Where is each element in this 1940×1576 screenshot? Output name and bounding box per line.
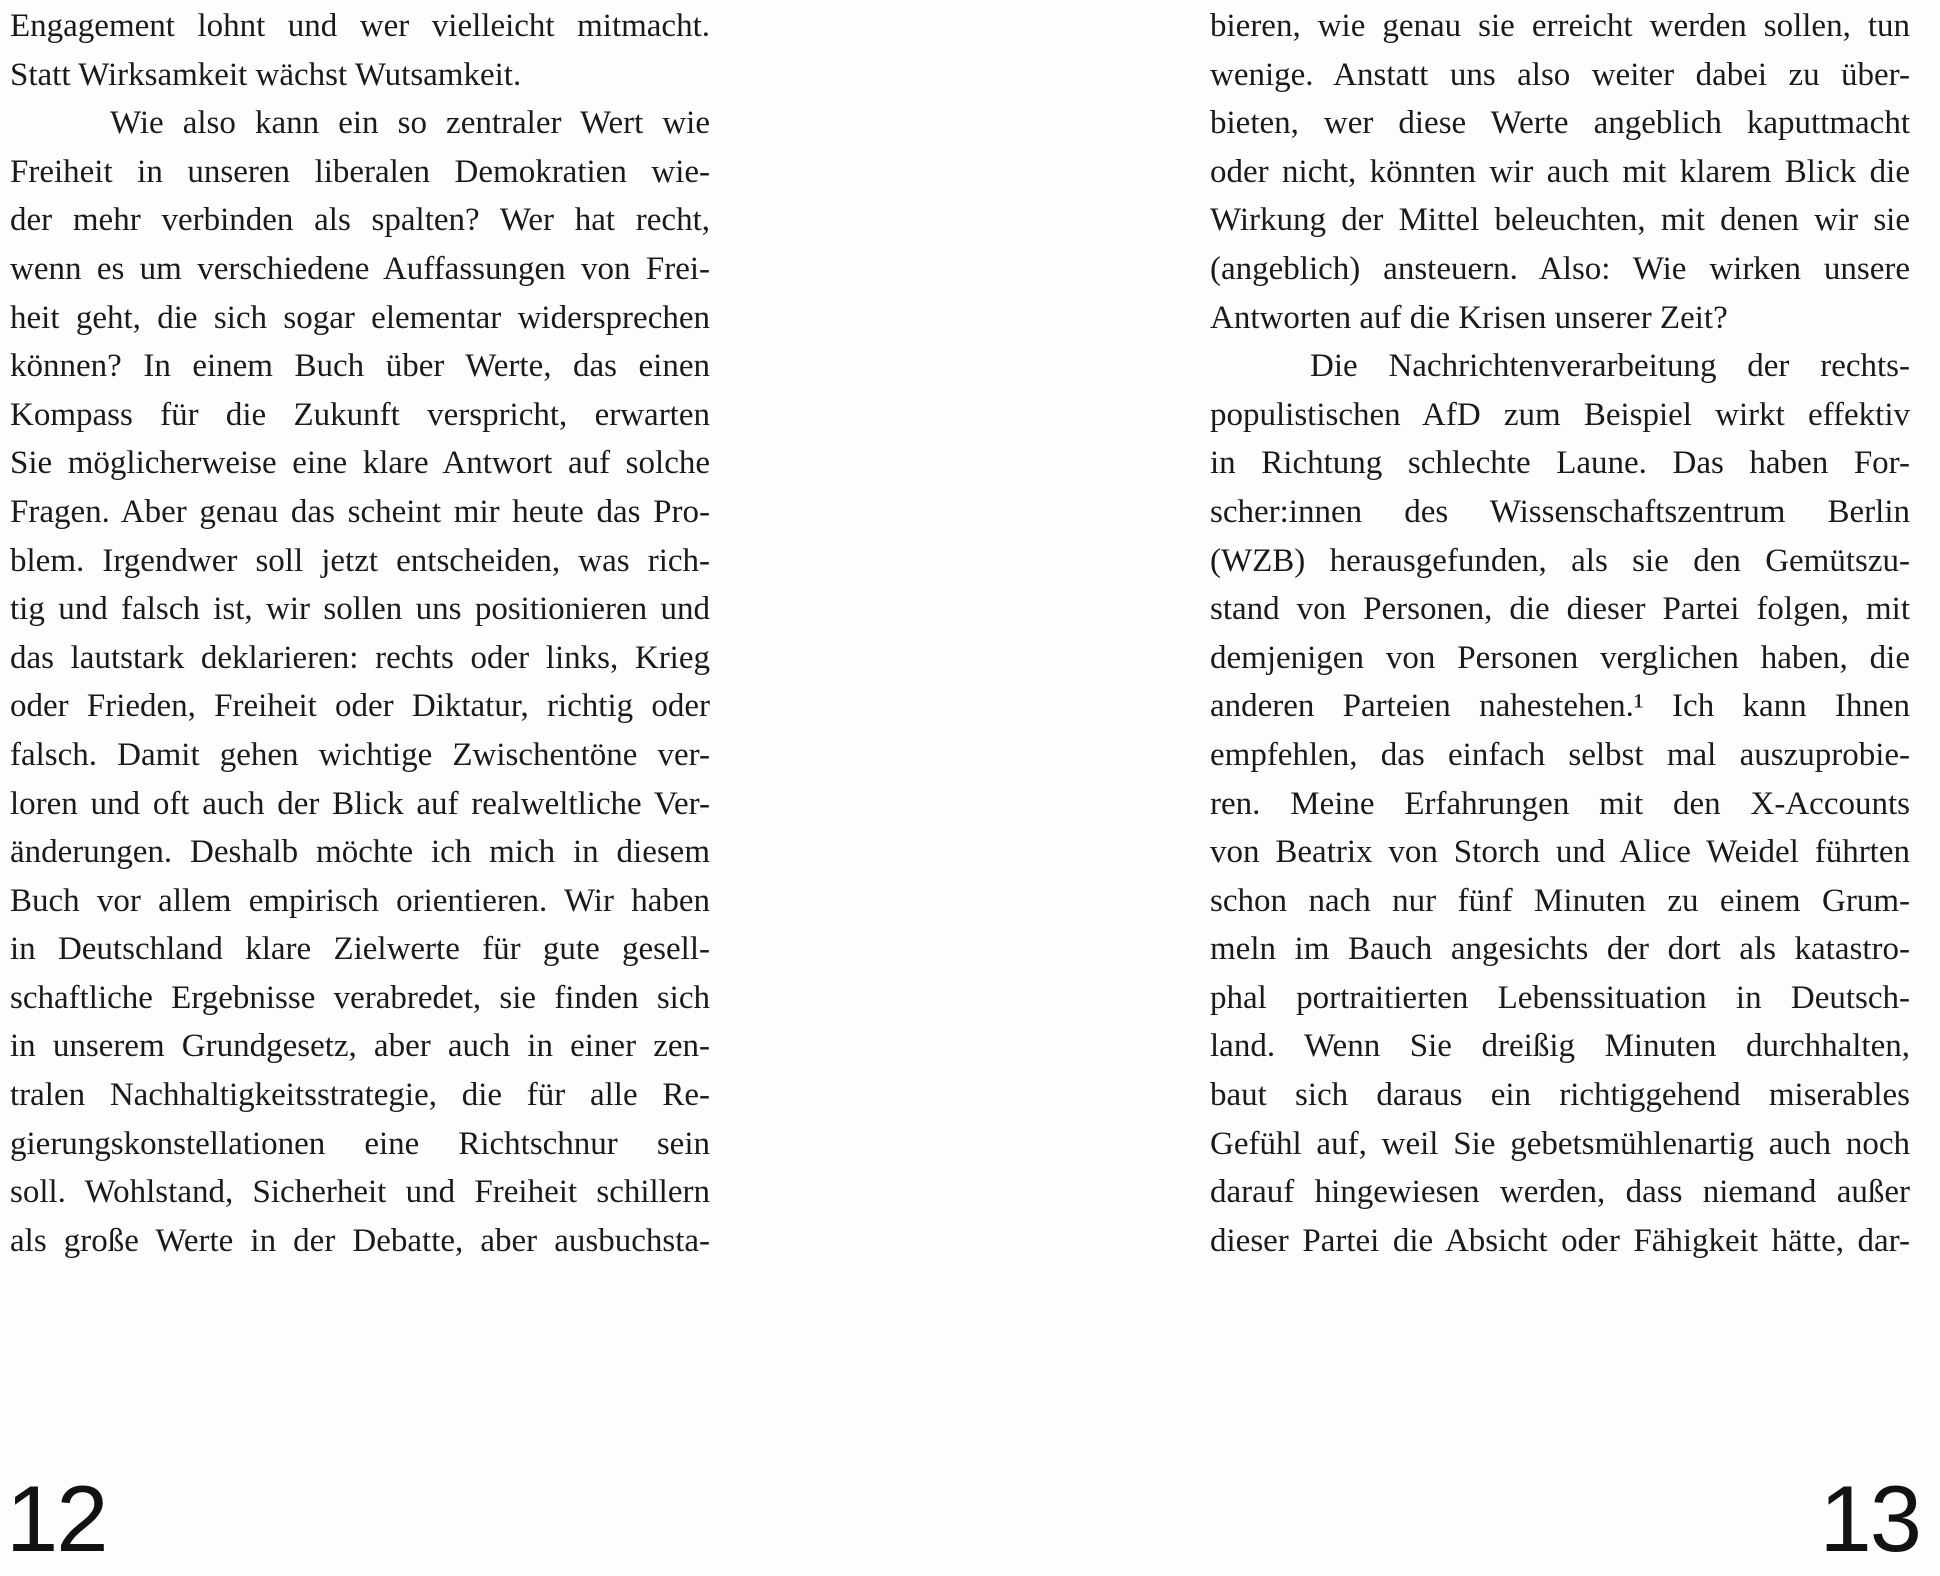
text-line: meln im Bauch angesichts der dort als katastro-	[1210, 931, 1910, 968]
text-line: von Beatrix von Storch und Alice Weidel führten	[1210, 834, 1910, 871]
text-line: oder nicht, könnten wir auch mit klarem Blick die	[1210, 153, 1910, 190]
paragraph	[1210, 342, 1910, 1265]
text-line: Die Nachrichtenverarbeitung der rechts-	[1310, 348, 1910, 385]
text-line: loren und oft auch der Blick auf realweltliche Ver-	[10, 785, 710, 822]
text-line: der mehr verbinden als spalten? Wer hat recht,	[10, 202, 710, 239]
text-line: falsch. Damit gehen wichtige Zwischentöne ver-	[10, 736, 710, 773]
text-line: stand von Personen, die dieser Partei folgen, mit	[1210, 591, 1910, 628]
text-line: Gefühl auf, weil Sie gebetsmühlenartig auch noch	[1210, 1125, 1910, 1162]
text-line: Engagement lohnt und wer vielleicht mitmacht.	[10, 8, 710, 44]
text-line: das lautstark deklarieren: rechts oder links, Krieg	[10, 639, 710, 676]
text-line: (angeblich) ansteuern. Also: Wie wirken unsere	[1210, 250, 1910, 287]
text-line: ren. Meine Erfahrungen mit den X-Accounts	[1210, 785, 1910, 822]
page-right-text-column	[1210, 2, 1910, 1265]
text-line: scher:innen des Wissenschaftszentrum Berlin	[1210, 493, 1910, 530]
text-line: dieser Partei die Absicht oder Fähigkeit hätte, dar-	[1210, 1222, 1910, 1259]
text-line: Wie also kann ein so zentraler Wert wie	[110, 105, 710, 142]
text-line: können? In einem Buch über Werte, das einen	[10, 348, 710, 385]
text-line: blem. Irgendwer soll jetzt entscheiden, was rich-	[10, 542, 710, 579]
text-line: wenn es um verschiedene Auffassungen von Frei-	[10, 250, 710, 287]
text-line: anderen Parteien nahestehen.¹ Ich kann Ihnen	[1210, 688, 1910, 725]
text-line: empfehlen, das einfach selbst mal auszuprobie-	[1210, 736, 1910, 773]
text-line: bieren, wie genau sie erreicht werden sollen, tun	[1210, 8, 1910, 44]
text-line: (WZB) herausgefunden, als sie den Gemütszu-	[1210, 542, 1910, 579]
text-line: land. Wenn Sie dreißig Minuten durchhalten,	[1210, 1028, 1910, 1065]
text-line: in Richtung schlechte Laune. Das haben For-	[1210, 445, 1910, 482]
text-line: tig und falsch ist, wir sollen uns positionieren und	[10, 591, 710, 628]
page-left-text-column	[10, 2, 710, 1265]
text-line: tralen Nachhaltigkeitsstrategie, die für alle Re-	[10, 1077, 710, 1114]
text-line: Freiheit in unseren liberalen Demokratien wie-	[10, 153, 710, 190]
paragraph	[10, 99, 710, 1265]
text-line: Buch vor allem empirisch orientieren. Wir haben	[10, 882, 710, 919]
text-line: gierungskonstellationen eine Richtschnur sein	[10, 1125, 710, 1162]
page-number-left: 12	[6, 1466, 107, 1571]
text-line: demjenigen von Personen verglichen haben, die	[1210, 639, 1910, 676]
text-line: Sie möglicherweise eine klare Antwort auf solche	[10, 445, 710, 482]
text-line: phal portraitierten Lebenssituation in Deutsch-	[1210, 979, 1910, 1016]
text-line: darauf hingewiesen werden, dass niemand außer	[1210, 1174, 1910, 1211]
text-line: baut sich daraus ein richtiggehend miserables	[1210, 1077, 1910, 1114]
text-line: Statt Wirksamkeit wächst Wutsamkeit.	[10, 56, 522, 93]
page-right	[970, 0, 1940, 1576]
text-line: schaftliche Ergebnisse verabredet, sie finden sich	[10, 979, 710, 1016]
text-line: bieten, wer diese Werte angeblich kaputtmacht	[1210, 105, 1910, 142]
text-line: in unserem Grundgesetz, aber auch in einer zen-	[10, 1028, 710, 1065]
text-line: schon nach nur fünf Minuten zu einem Grum-	[1210, 882, 1910, 919]
text-line: Wirkung der Mittel beleuchten, mit denen wir sie	[1210, 202, 1910, 239]
text-line: heit geht, die sich sogar elementar widersprechen	[10, 299, 710, 336]
paragraph	[1210, 2, 1910, 342]
paragraph	[10, 2, 710, 99]
text-line: soll. Wohlstand, Sicherheit und Freiheit schillern	[10, 1174, 710, 1211]
text-line: als große Werte in der Debatte, aber ausbuchsta-	[10, 1222, 710, 1259]
text-line: in Deutschland klare Zielwerte für gute gesell-	[10, 931, 710, 968]
text-line: Fragen. Aber genau das scheint mir heute das Pro-	[10, 493, 710, 530]
text-line: populistischen AfD zum Beispiel wirkt effektiv	[1210, 396, 1910, 433]
text-line: Antworten auf die Krisen unserer Zeit?	[1210, 299, 1728, 336]
text-line: Kompass für die Zukunft verspricht, erwarten	[10, 396, 710, 433]
page-number-right: 13	[1819, 1466, 1920, 1571]
text-line: wenige. Anstatt uns also weiter dabei zu über-	[1210, 56, 1910, 93]
text-line: oder Frieden, Freiheit oder Diktatur, richtig oder	[10, 688, 710, 725]
text-line: änderungen. Deshalb möchte ich mich in diesem	[10, 834, 710, 871]
